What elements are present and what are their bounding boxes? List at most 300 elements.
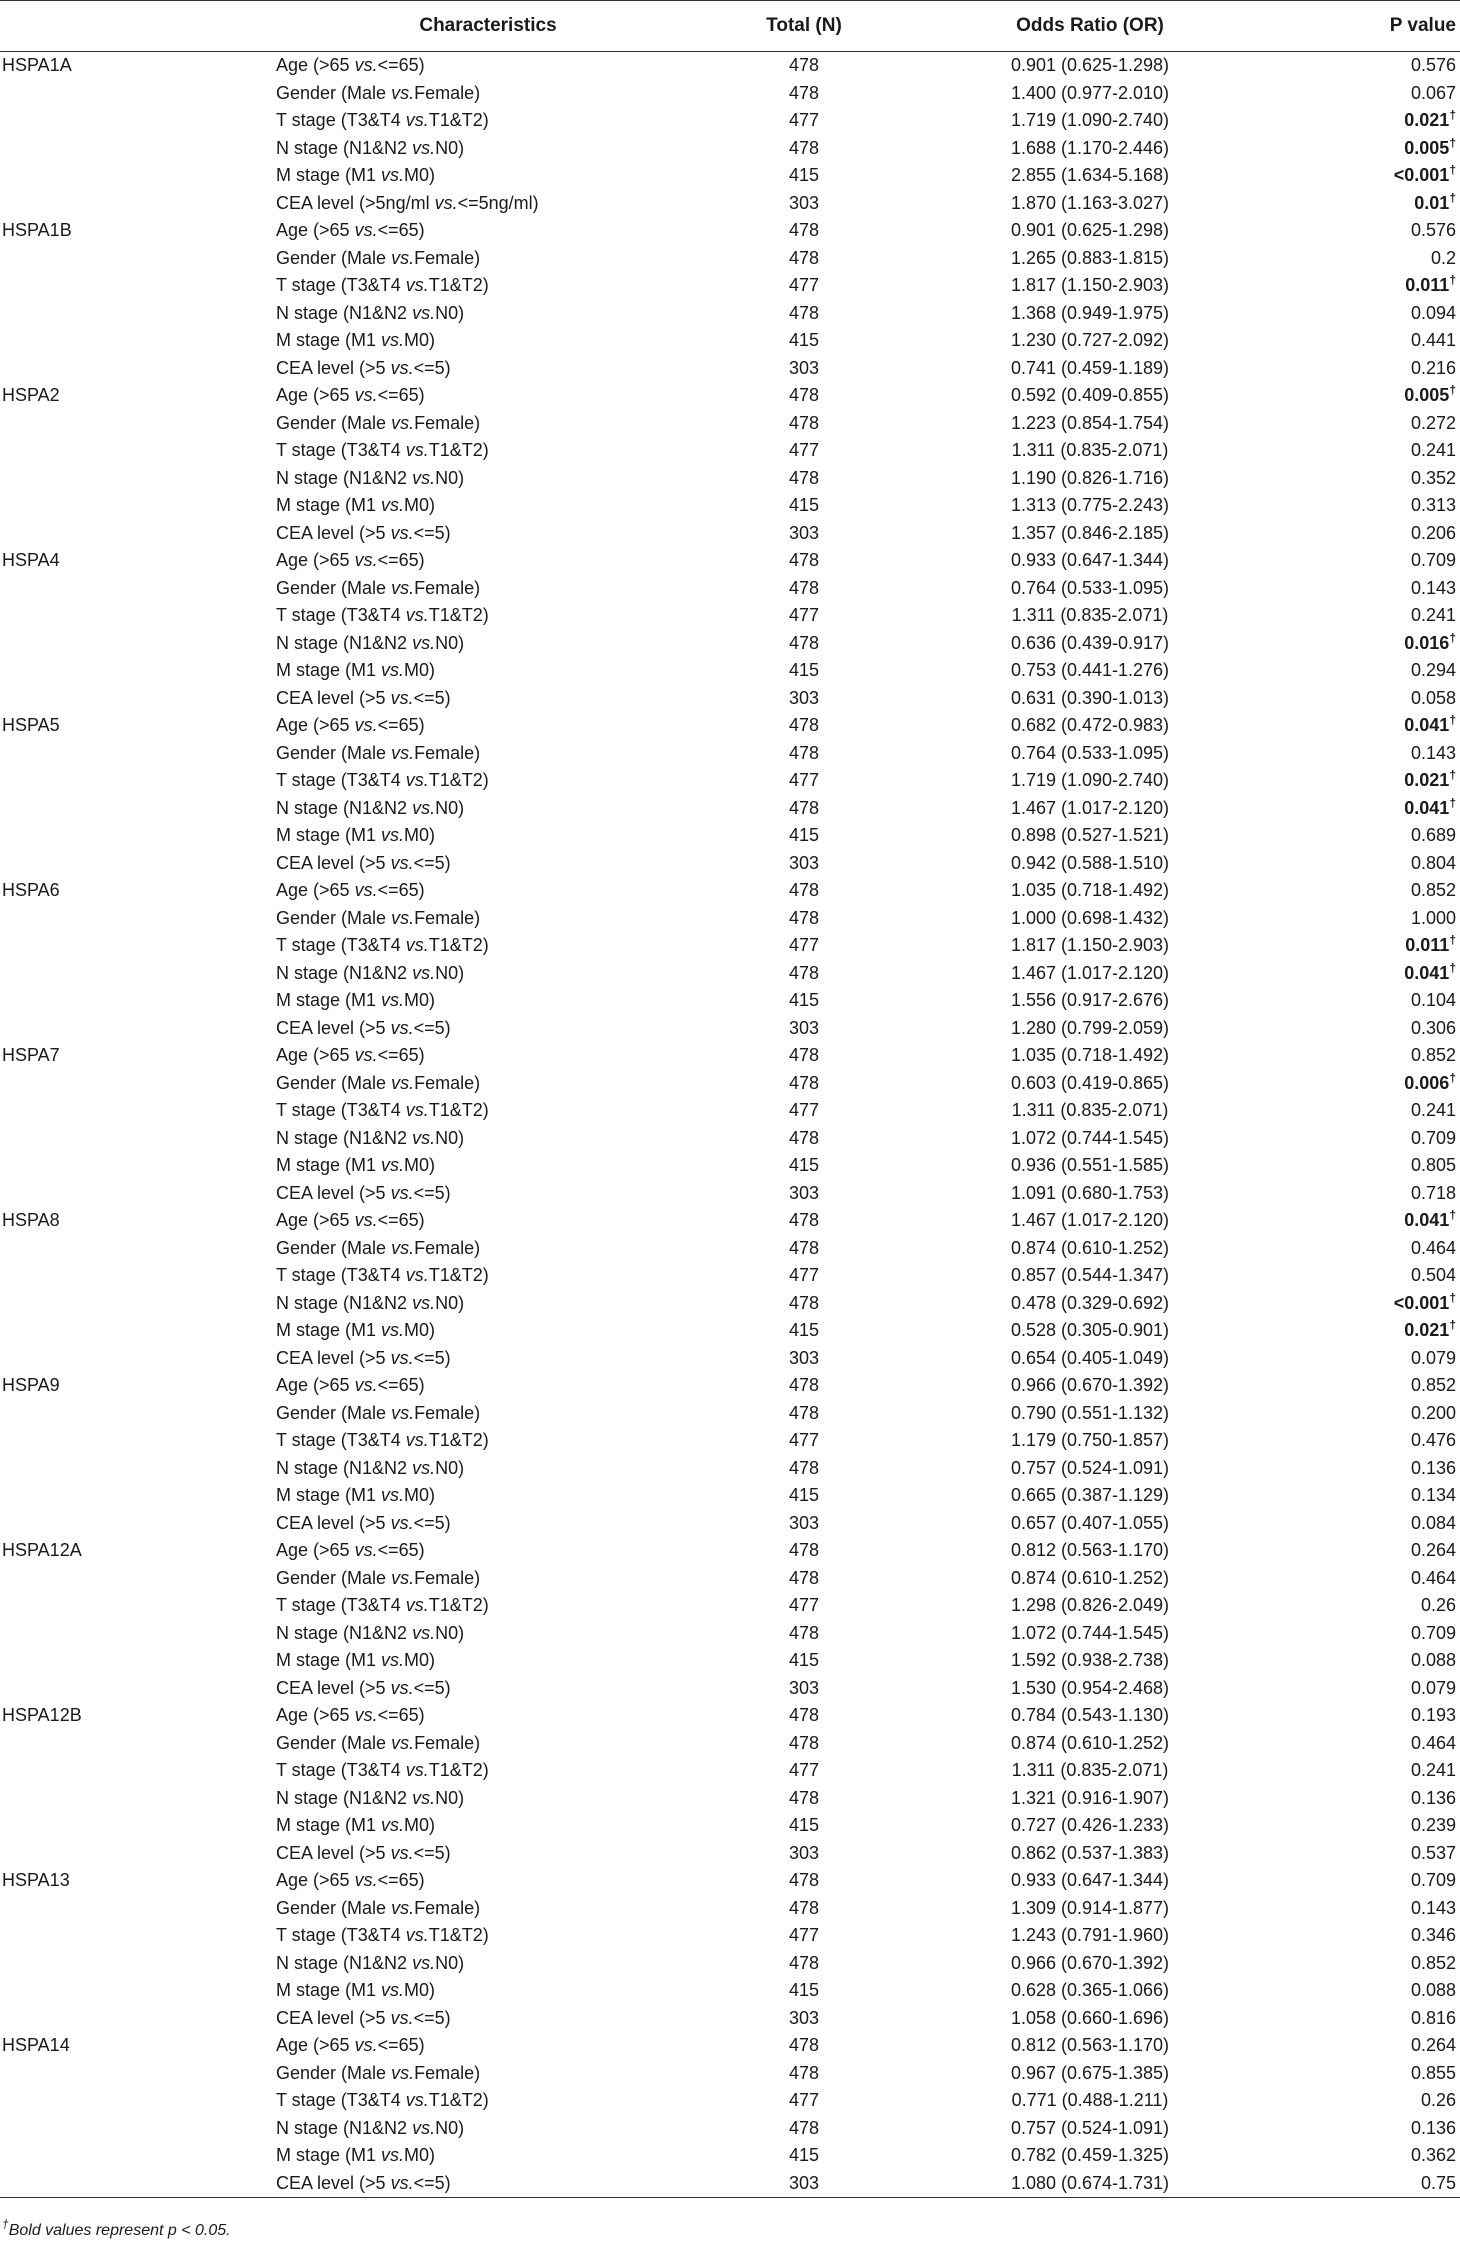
- vs-text: vs.: [381, 1155, 405, 1175]
- gene-cell: [0, 795, 276, 823]
- total-cell: 415: [788, 1155, 820, 1175]
- characteristic-cell: M stage (M1 vs.M0): [276, 1650, 436, 1670]
- gene-cell: [0, 135, 276, 163]
- vs-text: vs.: [405, 275, 429, 295]
- characteristic-cell: Gender (Male vs.Female): [276, 412, 481, 433]
- gene-cell: [0, 1152, 276, 1180]
- p-value: 0.088: [1410, 1980, 1456, 2000]
- p-value: 0.313: [1410, 495, 1456, 515]
- vs-text: vs.: [405, 1760, 429, 1780]
- characteristic-cell: CEA level (>5 vs.<=5): [276, 1677, 451, 1698]
- table-row: [0, 135, 1460, 163]
- p-value-cell: [1272, 1840, 1460, 1868]
- gene-cell: [0, 492, 276, 520]
- odds-ratio-cell: 0.901 (0.625-1.298): [1010, 55, 1170, 75]
- table-row: [0, 2170, 1460, 2198]
- odds-ratio-cell: 0.967 (0.675-1.385): [1010, 2062, 1170, 2083]
- gene-cell: [0, 1977, 276, 2005]
- gene-cell: [0, 575, 276, 603]
- gene-cell: [0, 465, 276, 493]
- table-row: [0, 740, 1460, 768]
- characteristic-cell: T stage (T3&T4 vs.T1&T2): [276, 1265, 489, 1285]
- p-value-cell: [1272, 822, 1460, 850]
- vs-text: vs.: [391, 742, 415, 763]
- total-cell: 303: [788, 192, 820, 213]
- vs-text: vs.: [390, 1512, 414, 1533]
- gene-cell: [0, 2005, 276, 2033]
- gene-cell: [0, 1565, 276, 1593]
- characteristic-cell: M stage (M1 vs.M0): [276, 495, 436, 515]
- vs-text: vs.: [405, 605, 429, 625]
- p-value: 0.143: [1410, 1897, 1456, 1918]
- p-value: 0.193: [1410, 1705, 1456, 1725]
- vs-text: vs.: [412, 302, 436, 323]
- total-cell: 415: [788, 660, 820, 680]
- significance-marker: †: [1449, 713, 1456, 727]
- table-row: [0, 1812, 1460, 1840]
- odds-ratio-cell: 1.719 (1.090-2.740): [1010, 770, 1170, 790]
- total-cell: 415: [788, 1485, 820, 1505]
- p-value-cell: [1272, 327, 1460, 355]
- total-cell: 415: [788, 1320, 820, 1340]
- gene-cell: [0, 685, 276, 713]
- odds-ratio-cell: 0.812 (0.563-1.170): [1010, 1540, 1170, 1560]
- gene-cell: [0, 2170, 276, 2198]
- p-value-cell: [1272, 767, 1460, 795]
- table-row: [0, 1400, 1460, 1428]
- gene-cell: HSPA14: [2, 2035, 70, 2055]
- table-row: [0, 822, 1460, 850]
- total-cell: 478: [788, 742, 820, 763]
- p-value-cell: [1272, 1867, 1460, 1895]
- characteristic-cell: Gender (Male vs.Female): [276, 1402, 481, 1423]
- odds-ratio-cell: 1.035 (0.718-1.492): [1010, 1045, 1170, 1065]
- total-cell: 477: [788, 935, 820, 955]
- vs-text: vs.: [390, 522, 414, 543]
- odds-ratio-cell: 1.321 (0.916-1.907): [1010, 1787, 1170, 1808]
- p-value-cell: [1272, 1922, 1460, 1950]
- total-cell: 478: [788, 1457, 820, 1478]
- p-value: 0.143: [1410, 577, 1456, 598]
- odds-ratio-cell: 0.933 (0.647-1.344): [1010, 1870, 1170, 1890]
- p-value-cell: [1272, 1290, 1460, 1318]
- p-value-cell: [1272, 1070, 1460, 1098]
- table-row: [0, 382, 1460, 410]
- vs-text: vs.: [391, 907, 415, 928]
- vs-text: vs.: [405, 1595, 429, 1615]
- p-value-cell: [1272, 960, 1460, 988]
- p-value-cell: [1272, 795, 1460, 823]
- vs-text: vs.: [412, 1787, 436, 1808]
- odds-ratio-cell: 0.901 (0.625-1.298): [1010, 220, 1170, 240]
- table-row: [0, 685, 1460, 713]
- gene-cell: [0, 987, 276, 1015]
- gene-cell: [0, 657, 276, 685]
- p-value: 0.134: [1410, 1485, 1456, 1505]
- total-cell: 478: [788, 2117, 820, 2138]
- p-value-cell: [1272, 1812, 1460, 1840]
- gene-cell: [0, 740, 276, 768]
- p-value: 0.041: [1404, 962, 1450, 983]
- odds-ratio-cell: 1.072 (0.744-1.545): [1010, 1622, 1170, 1643]
- p-value: 0.26: [1420, 1595, 1456, 1615]
- p-value: 0.041: [1404, 1210, 1450, 1230]
- p-value-cell: [1272, 685, 1460, 713]
- gene-cell: [0, 520, 276, 548]
- gene-cell: [0, 410, 276, 438]
- vs-text: vs.: [354, 220, 378, 240]
- table-row: [0, 1977, 1460, 2005]
- characteristic-cell: CEA level (>5 vs.<=5): [276, 1182, 451, 1203]
- vs-text: vs.: [412, 632, 436, 653]
- gene-cell: [0, 1345, 276, 1373]
- odds-ratio-cell: 1.467 (1.017-2.120): [1010, 962, 1170, 983]
- characteristic-cell: Age (>65 vs.<=65): [276, 550, 425, 570]
- p-value: 0.852: [1410, 1045, 1456, 1065]
- odds-ratio-cell: 1.719 (1.090-2.740): [1010, 110, 1170, 130]
- gene-cell: [0, 1262, 276, 1290]
- p-value: 0.041: [1404, 797, 1450, 818]
- odds-ratio-cell: 1.311 (0.835-2.071): [1011, 440, 1169, 460]
- p-value: 0.346: [1410, 1925, 1456, 1945]
- significance-marker: †: [1449, 630, 1456, 645]
- gene-cell: [0, 1840, 276, 1868]
- total-cell: 415: [788, 1980, 820, 2000]
- odds-ratio-cell: 0.757 (0.524-1.091): [1010, 2117, 1170, 2138]
- odds-ratio-cell: 1.190 (0.826-1.716): [1010, 467, 1170, 488]
- p-value-cell: [1272, 2142, 1460, 2170]
- odds-ratio-cell: 1.870 (1.163-3.027): [1010, 192, 1170, 213]
- vs-text: vs.: [391, 82, 415, 103]
- p-value: 0.709: [1410, 550, 1456, 570]
- characteristic-cell: Age (>65 vs.<=65): [276, 2035, 425, 2055]
- odds-ratio-cell: 1.035 (0.718-1.492): [1010, 880, 1170, 900]
- characteristic-cell: Gender (Male vs.Female): [276, 907, 481, 928]
- gene-cell: HSPA5: [2, 715, 60, 735]
- total-cell: 478: [788, 1622, 820, 1643]
- odds-ratio-cell: 0.727 (0.426-1.233): [1010, 1815, 1170, 1835]
- odds-ratio-cell: 0.592 (0.409-0.855): [1010, 385, 1170, 405]
- total-cell: 303: [700, 2170, 908, 2198]
- characteristic-cell: N stage (N1&N2 vs.N0): [276, 1127, 465, 1148]
- total-cell: 415: [788, 1650, 820, 1670]
- vs-text: vs.: [354, 715, 378, 735]
- table-row: [0, 1317, 1460, 1345]
- total-cell: 478: [788, 1237, 820, 1258]
- total-cell: 478: [788, 1897, 820, 1918]
- p-value-cell: [1272, 1730, 1460, 1758]
- significance-marker: †: [1449, 1318, 1456, 1332]
- characteristic-cell: N stage (N1&N2 vs.N0): [276, 797, 465, 818]
- odds-ratio-cell: 1.467 (1.017-2.120): [1010, 1210, 1170, 1230]
- p-value-cell: [1272, 987, 1460, 1015]
- p-value: 0.200: [1410, 1402, 1456, 1423]
- total-cell: 477: [788, 2090, 820, 2110]
- characteristic-cell: N stage (N1&N2 vs.N0): [276, 1787, 465, 1808]
- vs-text: vs.: [412, 1127, 436, 1148]
- significance-marker: †: [1449, 933, 1456, 947]
- p-value: 0.709: [1410, 1127, 1456, 1148]
- table-row: [0, 1070, 1460, 1098]
- table-row: [0, 245, 1460, 273]
- p-value-cell: [1272, 190, 1460, 218]
- vs-text: vs.: [381, 825, 405, 845]
- characteristic-cell: Gender (Male vs.Female): [276, 577, 481, 598]
- odds-ratio-cell: 1.298 (0.826-2.049): [1010, 1595, 1170, 1615]
- p-value: 0.079: [1410, 1677, 1456, 1698]
- table-row: [0, 1180, 1460, 1208]
- table-row: [0, 52, 1460, 80]
- characteristic-cell: T stage (T3&T4 vs.T1&T2): [276, 935, 489, 955]
- p-value-cell: [1272, 1482, 1460, 1510]
- characteristic-cell: T stage (T3&T4 vs.T1&T2): [276, 2090, 489, 2110]
- table-row: [0, 1867, 1460, 1895]
- total-cell: 415: [788, 990, 820, 1010]
- odds-ratio-cell: 0.782 (0.459-1.325): [1010, 2145, 1170, 2165]
- p-value-cell: [1272, 1097, 1460, 1125]
- table-row: [0, 80, 1460, 108]
- vs-text: vs.: [354, 1705, 378, 1725]
- vs-text: vs.: [412, 1952, 436, 1973]
- odds-ratio-cell: 0.966 (0.670-1.392): [1010, 1952, 1170, 1973]
- total-cell: 478: [788, 1375, 820, 1395]
- total-cell: 478: [788, 962, 820, 983]
- p-value: 0.01: [1414, 192, 1450, 213]
- gene-cell: [0, 1730, 276, 1758]
- vs-text: vs.: [390, 1347, 414, 1368]
- total-cell: 478: [788, 880, 820, 900]
- gene-cell: [0, 2115, 276, 2143]
- p-value-cell: [1272, 162, 1460, 190]
- p-value: 0.352: [1410, 467, 1456, 488]
- characteristic-cell: M stage (M1 vs.M0): [276, 660, 436, 680]
- p-value: 0.504: [1410, 1265, 1456, 1285]
- gene-cell: [0, 300, 276, 328]
- vs-text: vs.: [405, 770, 429, 790]
- characteristic-cell: Gender (Male vs.Female): [276, 1732, 481, 1753]
- footnote: [2, 2217, 231, 2240]
- gene-cell: [0, 1592, 276, 1620]
- vs-text: vs.: [354, 1540, 378, 1560]
- total-cell: 478: [788, 1705, 820, 1725]
- characteristic-cell: T stage (T3&T4 vs.T1&T2): [276, 275, 489, 295]
- table-row: [0, 932, 1460, 960]
- p-value: <0.001: [1393, 1292, 1450, 1313]
- table-row: [0, 1840, 1460, 1868]
- p-value-cell: [1272, 1262, 1460, 1290]
- table-row: [0, 1262, 1460, 1290]
- total-cell: 478: [788, 907, 820, 928]
- significance-marker: †: [1449, 1070, 1456, 1085]
- total-cell: 303: [788, 2007, 820, 2028]
- characteristic-cell: Gender (Male vs.Female): [276, 1072, 481, 1093]
- odds-ratio-cell: 1.179 (0.750-1.857): [1010, 1430, 1170, 1450]
- p-value: 0.476: [1410, 1430, 1456, 1450]
- table-row: [0, 272, 1460, 300]
- p-value-cell: [1272, 1565, 1460, 1593]
- p-value-cell: [1272, 52, 1460, 80]
- total-cell: 478: [788, 1127, 820, 1148]
- odds-ratio-cell: 1.058 (0.660-1.696): [1010, 2007, 1170, 2028]
- total-cell: 478: [788, 55, 820, 75]
- odds-ratio-cell: 1.368 (0.949-1.975): [1010, 302, 1170, 323]
- header-row: [0, 1, 1460, 52]
- odds-ratio-cell: 1.688 (1.170-2.446): [1010, 137, 1170, 158]
- characteristic-cell: CEA level (>5 vs.<=5): [276, 687, 451, 708]
- p-value-cell: [1272, 1647, 1460, 1675]
- characteristic-cell: CEA level (>5 vs.<=5): [276, 1842, 451, 1863]
- gene-cell: [0, 1950, 276, 1978]
- table-row: [0, 1015, 1460, 1043]
- characteristic-cell: M stage (M1 vs.M0): [276, 825, 436, 845]
- characteristic-cell: M stage (M1 vs.M0): [276, 1980, 436, 2000]
- p-value-cell: [1272, 602, 1460, 630]
- p-value-cell: [1272, 1950, 1460, 1978]
- table-row: [0, 355, 1460, 383]
- gene-cell: [0, 2060, 276, 2088]
- odds-ratio-cell: 1.357 (0.846-2.185): [1010, 522, 1170, 543]
- p-value-cell: [1272, 905, 1460, 933]
- table-row: [0, 987, 1460, 1015]
- table-row: [0, 1675, 1460, 1703]
- vs-text: vs.: [412, 137, 436, 158]
- table-row: [0, 1097, 1460, 1125]
- vs-text: vs.: [405, 110, 429, 130]
- p-value: 0.2: [1430, 247, 1456, 268]
- vs-text: vs.: [391, 2062, 415, 2083]
- p-value-cell: [1272, 2115, 1460, 2143]
- gene-cell: HSPA9: [2, 1375, 60, 1395]
- total-cell: 415: [788, 330, 820, 350]
- table-row: [0, 2087, 1460, 2115]
- characteristic-cell: Age (>65 vs.<=65): [276, 1375, 425, 1395]
- table-row: [0, 492, 1460, 520]
- p-value: 0.011: [1405, 935, 1450, 955]
- total-cell: 303: [788, 1017, 820, 1038]
- table-row: [0, 1290, 1460, 1318]
- vs-text: vs.: [434, 192, 458, 213]
- characteristic-cell: Age (>65 vs.<=65): [276, 1210, 425, 1230]
- p-value-cell: [1272, 1675, 1460, 1703]
- odds-ratio-cell: 1.313 (0.775-2.243): [1010, 495, 1170, 515]
- gene-cell: [0, 1455, 276, 1483]
- total-cell: 477: [788, 1265, 820, 1285]
- total-cell: 415: [788, 825, 820, 845]
- gene-cell: [0, 107, 276, 135]
- p-value-cell: [1272, 1895, 1460, 1923]
- p-value-cell: [1272, 712, 1460, 740]
- p-value-cell: [1272, 410, 1460, 438]
- p-value: 0.576: [1410, 220, 1456, 240]
- table-row: [0, 1592, 1460, 1620]
- total-cell: 415: [788, 2145, 820, 2165]
- table-row: [0, 1895, 1460, 1923]
- table-row: [0, 795, 1460, 823]
- vs-text: vs.: [405, 1265, 429, 1285]
- total-cell: 303: [788, 687, 820, 708]
- odds-ratio-cell: 0.812 (0.563-1.170): [1010, 2035, 1170, 2055]
- p-value: 0.264: [1410, 1540, 1456, 1560]
- table-row: [0, 300, 1460, 328]
- odds-ratio-cell: 2.855 (1.634-5.168): [1010, 165, 1170, 185]
- characteristic-cell: Gender (Male vs.Female): [276, 82, 481, 103]
- characteristic-cell: M stage (M1 vs.M0): [276, 990, 436, 1010]
- vs-text: vs.: [390, 1017, 414, 1038]
- characteristic-cell: M stage (M1 vs.M0): [276, 1815, 436, 1835]
- gene-cell: [0, 1620, 276, 1648]
- p-value: 0.206: [1410, 522, 1456, 543]
- odds-ratio-cell: 1.230 (0.727-2.092): [1010, 330, 1170, 350]
- p-value: 0.805: [1410, 1155, 1456, 1175]
- vs-text: vs.: [381, 1980, 405, 2000]
- gene-cell: [0, 932, 276, 960]
- characteristic-cell: N stage (N1&N2 vs.N0): [276, 1457, 465, 1478]
- vs-text: vs.: [412, 1622, 436, 1643]
- table-row: [0, 465, 1460, 493]
- p-value: 0.464: [1410, 1732, 1456, 1753]
- characteristic-cell: Age (>65 vs.<=65): [276, 1045, 425, 1065]
- vs-text: vs.: [354, 1210, 378, 1230]
- p-value: 0.709: [1410, 1622, 1456, 1643]
- table-row: [0, 107, 1460, 135]
- odds-ratio-cell: 1.072 (0.744-1.545): [1010, 1127, 1170, 1148]
- p-value: 0.104: [1410, 990, 1456, 1010]
- total-cell: 477: [788, 1430, 820, 1450]
- table-row: [0, 2005, 1460, 2033]
- p-value: 0.576: [1410, 55, 1456, 75]
- total-cell: 478: [788, 412, 820, 433]
- p-value: 0.464: [1410, 1237, 1456, 1258]
- gene-cell: [0, 1015, 276, 1043]
- table-row: [0, 1207, 1460, 1235]
- p-value-cell: [1272, 1125, 1460, 1153]
- p-value: 0.306: [1410, 1017, 1456, 1038]
- gene-cell: [0, 905, 276, 933]
- p-value-cell: [1272, 520, 1460, 548]
- significance-marker: †: [1449, 1208, 1456, 1222]
- total-cell: 478: [788, 385, 820, 405]
- characteristic-cell: Age (>65 vs.<=65): [276, 385, 425, 405]
- p-value-cell: [1272, 1042, 1460, 1070]
- table-row: [0, 1510, 1460, 1538]
- gene-cell: [0, 822, 276, 850]
- gene-cell: [0, 1180, 276, 1208]
- odds-ratio-cell: 1.311 (0.835-2.071): [1011, 1760, 1169, 1780]
- characteristic-cell: M stage (M1 vs.M0): [276, 1155, 436, 1175]
- gene-cell: HSPA6: [2, 880, 60, 900]
- odds-ratio-cell: 0.631 (0.390-1.013): [1010, 687, 1170, 708]
- table-row: [0, 850, 1460, 878]
- total-cell: 477: [788, 605, 820, 625]
- vs-text: vs.: [354, 880, 378, 900]
- significance-marker: †: [1449, 108, 1456, 122]
- characteristic-cell: CEA level (>5 vs.<=5): [276, 522, 451, 543]
- characteristic-cell: CEA level (>5 vs.<=5): [276, 2007, 451, 2028]
- p-value-cell: [1272, 355, 1460, 383]
- odds-ratio-cell: 0.478 (0.329-0.692): [1010, 1292, 1170, 1313]
- gene-cell: [0, 1647, 276, 1675]
- gene-cell: [0, 1317, 276, 1345]
- characteristic-cell: CEA level (>5 vs.<=5): [276, 1017, 451, 1038]
- characteristic-cell: M stage (M1 vs.M0): [276, 1320, 436, 1340]
- total-cell: 478: [788, 577, 820, 598]
- gene-cell: [0, 1070, 276, 1098]
- odds-ratio-cell: 0.628 (0.365-1.066): [1010, 1980, 1170, 2000]
- header-total: Total (N): [700, 1, 908, 52]
- table-row: [0, 1455, 1460, 1483]
- characteristic-cell: Age (>65 vs.<=65): [276, 220, 425, 240]
- characteristic-cell: T stage (T3&T4 vs.T1&T2): [276, 1760, 489, 1780]
